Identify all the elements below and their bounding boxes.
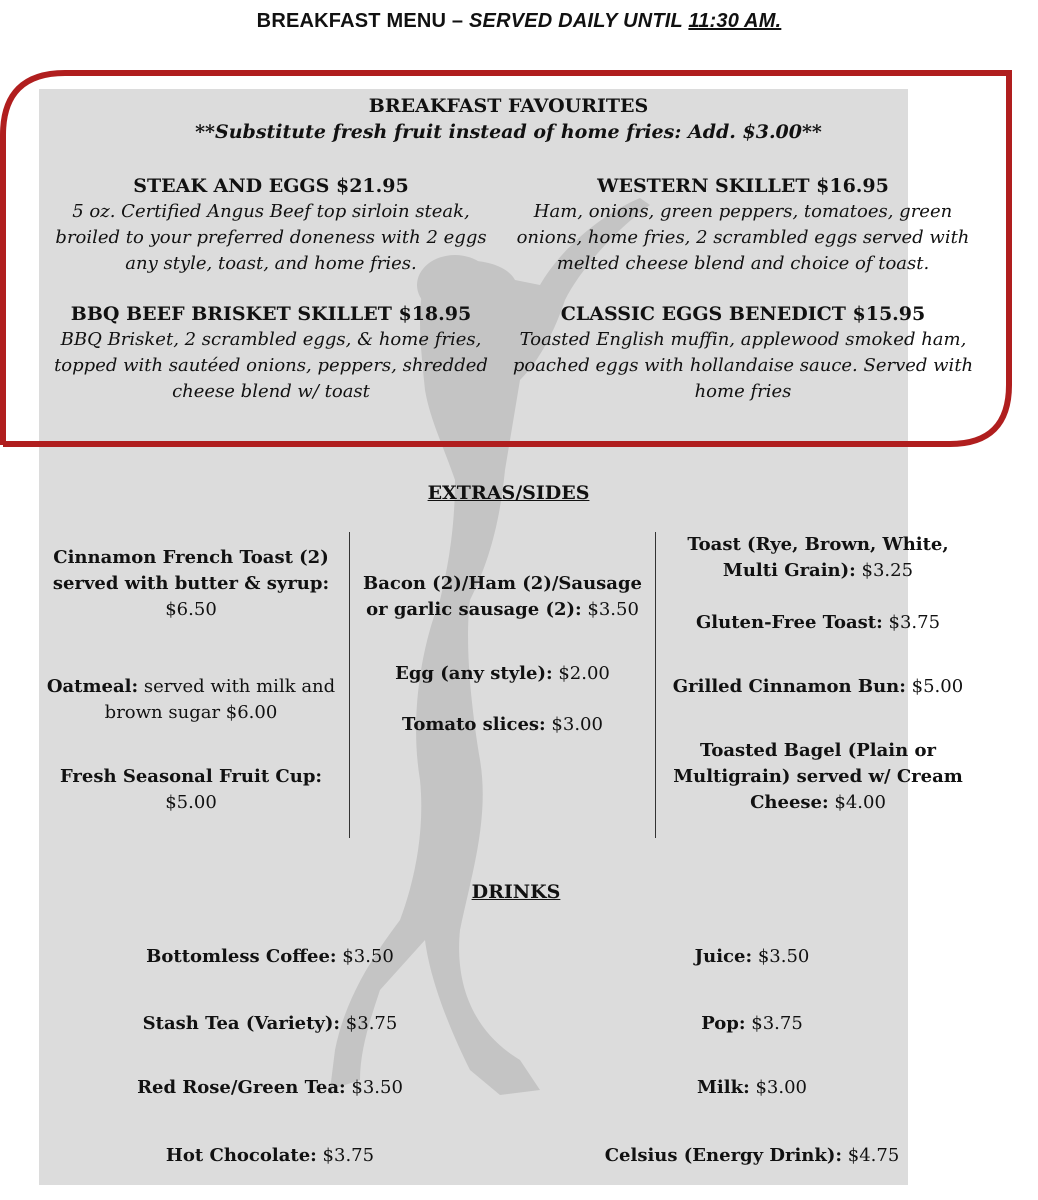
drink-item: Celsius (Energy Drink): $4.75 <box>604 1145 900 1166</box>
drink-item: Bottomless Coffee: $3.50 <box>146 946 394 967</box>
extras-item: Tomato slices: $3.00 <box>402 714 603 735</box>
menu-title: BREAKFAST MENU – <box>256 10 469 32</box>
item-name: WESTERN SKILLET $16.95 <box>597 175 889 197</box>
item-description: 5 oz. Certified Angus Beef top sirloin steak, broiled to your preferred doneness with 2 eggs any style, toast, and home fries. <box>55 201 487 274</box>
drink-item: Red Rose/Green Tea: $3.50 <box>137 1077 403 1098</box>
menu-item-eggs-benedict <box>512 301 974 405</box>
extras-item: Fresh Seasonal Fruit Cup: $5.00 <box>59 766 323 813</box>
drink-item: Milk: $3.00 <box>697 1077 807 1098</box>
extras-item: Toasted Bagel (Plain or Multigrain) served w/ Cream Cheese: $4.00 <box>673 740 963 813</box>
item-description: BBQ Brisket, 2 scrambled eggs, & home fries, topped with sautéed onions, peppers, shredded cheese blend w/ toast <box>54 329 488 402</box>
extras-item: Grilled Cinnamon Bun: $5.00 <box>672 676 964 697</box>
extras-item: Bacon (2)/Ham (2)/Sausage or garlic sausage (2): $3.50 <box>362 573 643 620</box>
column-divider <box>655 532 656 838</box>
menu-item-steak-and-eggs <box>40 173 502 277</box>
extras-item: Oatmeal: served with milk and brown sugar $6.00 <box>46 676 336 723</box>
item-description: Toasted English muffin, applewood smoked ham, poached eggs with hollandaise sauce. Served with home fries <box>512 329 974 402</box>
drink-item: Pop: $3.75 <box>701 1013 803 1034</box>
extras-item: Toast (Rye, Brown, White, Multi Grain): $3.25 <box>687 534 949 581</box>
extras-title: EXTRAS/SIDES <box>427 482 590 504</box>
drink-item: Hot Chocolate: $3.75 <box>165 1145 375 1166</box>
favourites-title: BREAKFAST FAVOURITES <box>368 95 649 117</box>
item-name: STEAK AND EGGS $21.95 <box>133 175 409 197</box>
menu-item-bbq-brisket <box>40 301 502 405</box>
item-description: Ham, onions, green peppers, tomatoes, green onions, home fries, 2 scrambled eggs served with melted cheese blend and choice of toast. <box>516 201 970 274</box>
column-divider <box>349 532 350 838</box>
extras-item: Gluten-Free Toast: $3.75 <box>695 612 941 633</box>
item-name: CLASSIC EGGS BENEDICT $15.95 <box>560 303 926 325</box>
drink-item: Stash Tea (Variety): $3.75 <box>142 1013 398 1034</box>
extras-item: Egg (any style): $2.00 <box>395 663 610 684</box>
item-name: BBQ BEEF BRISKET SKILLET $18.95 <box>70 303 472 325</box>
served-time: 11:30 AM. <box>688 10 782 32</box>
served-note: SERVED DAILY UNTIL <box>468 10 689 32</box>
extras-item: Cinnamon French Toast (2) served with butter & syrup: $6.50 <box>52 547 330 620</box>
drinks-title: DRINKS <box>471 881 561 903</box>
menu-item-western-skillet <box>512 173 974 277</box>
favourites-note: **Substitute fresh fruit instead of home fries: Add. $3.00** <box>195 121 822 143</box>
drink-item: Juice: $3.50 <box>694 946 810 967</box>
